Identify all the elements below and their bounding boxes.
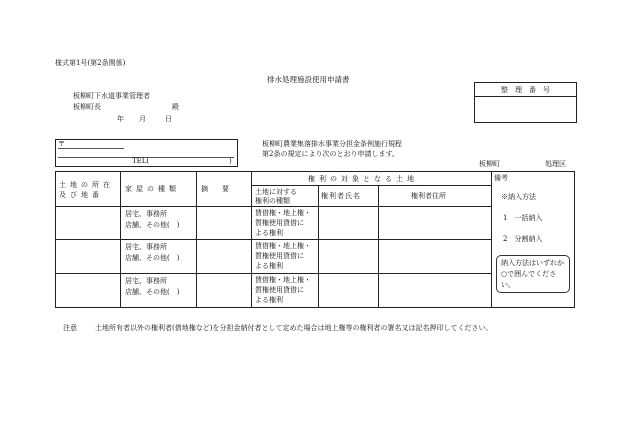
footer-note-text: 土地所有者以外の権利者(借地権など)を分担金納付者として定めた場合は地上権等の権利者の署名又は記名押印してください。	[95, 324, 493, 332]
header-rights-type-line1: 土地に対する	[255, 188, 297, 196]
statement-line2: 第2条の規定により次のとおり申請します。	[262, 150, 399, 158]
header-remarks: 備考	[494, 174, 508, 182]
footer-note-label: 注意	[63, 324, 77, 332]
tel-close: )	[229, 157, 232, 165]
header-location-line1: 土地の所在	[59, 181, 114, 189]
header-summary: 摘 要	[201, 185, 229, 193]
date-month: 月	[139, 115, 146, 123]
addressee-line2: 板柳町長	[73, 103, 101, 111]
postal-mark: 〒	[58, 140, 65, 148]
reference-number-label: 整 理 番 号	[501, 86, 550, 94]
house-option-line1: 居宅、事務所	[125, 210, 167, 218]
house-option-line1: 居宅、事務所	[125, 277, 167, 285]
statement-line1: 板柳町農業集落排水事業分担金条例施行規程	[262, 140, 402, 148]
district-area-label: 処理区	[545, 160, 566, 168]
header-holder-address: 権利者住所	[411, 192, 446, 200]
header-rights-group: 権利の対象となる土地	[308, 175, 418, 183]
addressee-line1: 板柳町下水道事業管理者	[73, 92, 150, 100]
rights-table	[55, 171, 575, 308]
rights-option-line3: よる権利	[255, 296, 283, 304]
payment-option-lump-sum[interactable]: 1 一括納入	[503, 214, 543, 222]
form-title: 排水処理施設使用申請書	[267, 75, 350, 84]
payment-option-installment[interactable]: 2 分割納入	[503, 235, 543, 243]
header-holder-name: 権利者氏名	[321, 192, 361, 200]
house-option-line2: 店舗、その他( )	[125, 254, 180, 262]
rights-option-line2: 質権使用貸借に	[255, 252, 304, 260]
col-divider	[491, 172, 492, 307]
payment-note: 納入方法はいずれか○で囲んでください。	[496, 255, 570, 293]
rights-option-line2: 質権使用貸借に	[255, 286, 304, 294]
date-day: 日	[165, 115, 172, 123]
form-number: 様式第1号(第2条関係)	[55, 59, 126, 67]
house-option-line2: 店舗、その他( )	[125, 288, 180, 296]
house-option-line2: 店舗、その他( )	[125, 221, 180, 229]
rights-option-line2: 質権使用貸借に	[255, 219, 304, 227]
applicant-box	[55, 139, 238, 167]
postal-code-line[interactable]	[58, 148, 124, 149]
rights-option-line1: 賃借権・地上権・	[255, 209, 311, 217]
house-option-line1: 居宅、事務所	[125, 243, 167, 251]
reference-box-divider	[475, 96, 576, 97]
district-town: 板柳町	[479, 160, 500, 168]
reference-number-box	[474, 82, 577, 123]
rights-option-line1: 賃借権・地上権・	[255, 242, 311, 250]
col-divider	[378, 185, 379, 307]
header-rights-type-line2: 権利の種類	[255, 197, 290, 205]
header-location-line2: 及び地番	[59, 191, 103, 199]
payment-method-label: ※納入方法	[501, 193, 536, 201]
rights-option-line3: よる権利	[255, 229, 283, 237]
tel-label: TEL(	[132, 157, 150, 165]
date-year: 年	[117, 115, 124, 123]
header-house-type: 家屋の種類	[125, 185, 180, 193]
rights-option-line1: 賃借権・地上権・	[255, 276, 311, 284]
col-divider	[318, 185, 319, 307]
rights-option-line3: よる権利	[255, 262, 283, 270]
addressee-honorific: 殿	[172, 103, 179, 111]
